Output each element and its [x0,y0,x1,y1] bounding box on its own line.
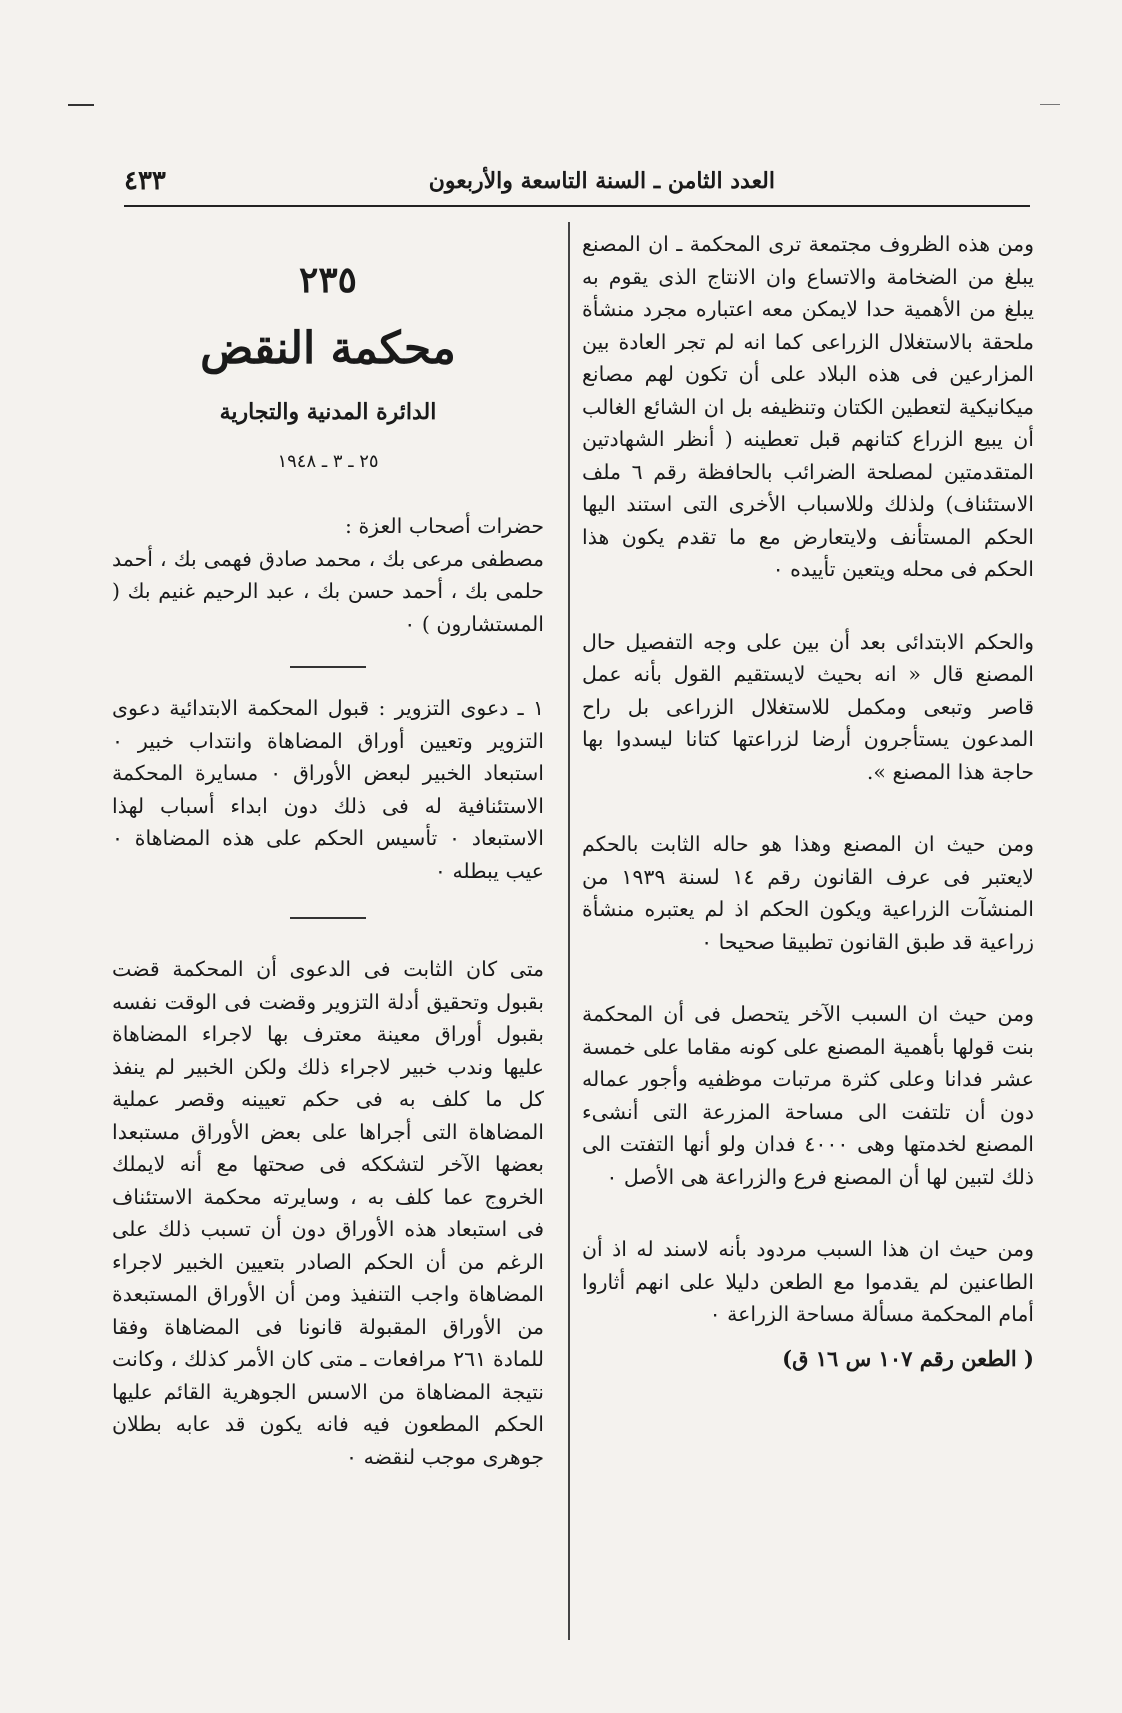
bench-intro: حضرات أصحاب العزة : [345,514,544,538]
running-header [124,162,1030,210]
section-rule [290,917,366,919]
paragraph: ومن هذه الظروف مجتمعة ترى المحكمة ـ ان المصنع يبلغ من الضخامة والاتساع وان الانتاج الذى يقوم به يبلغ من الأهمية حدا لايمكن معه اعتباره مجرد منشأة ملحقة بالاستغلال الزراعى كما انه لم تجر العادة بين المزارعين فى هذه البلاد على أن تكون لهم مصانع ميكانيكية لتعطين الكتان وتنظيفه بل ان الشائع الغالب أن يبيع الزراع كتانهم قبل تعطينه ( أنظر الشهادتين المتقدمتين لمصلحة الضرائب بالحافظة رقم ٦ ملف الاستئناف) ولذلك وللاسباب الأخرى التى استند اليها الحكم المستأنف ولايتعارض مع ما تقدم يكون هذا الحكم فى محله ويتعين تأييده ٠ [582,232,1034,581]
paragraph: ومن حيث ان السبب الآخر يتحصل فى أن المحكمة بنت قولها بأهمية المصنع على كونه مقاما على خمسة عشر فدانا وعلى كثرة مرتبات موظفيه وأجور عماله دون أن تلتفت الى مساحة المزرعة التى أنشىء المصنع لخدمتها وهى ٤٠٠٠ فدان ولو أنها التفتت الى ذلك لتبين لها أن المصنع فرع والزراعة هى الأصل ٠ [582,1002,1035,1189]
journal-title: العدد الثامن ـ السنة التاسعة والأربعون [428,168,775,194]
case-citation: ( الطعن رقم ١٠٧ س ١٦ ق) [782,1345,1034,1371]
case-date: ٢٥ ـ ٣ ـ ١٩٤٨ [277,451,379,472]
paragraph: ومن حيث ان هذا السبب مردود بأنه لاسند له اذ أن الطاعنين لم يقدموا مع الطعن دليلا على انهم أثاروا أمام المحكمة مسألة مساحة الزراعة ٠ [582,1237,1034,1326]
paragraph: والحكم الابتدائى بعد أن بين على وجه التفصيل حال المصنع قال « انه بحيث لايستقيم القول بأنه عمل قاصر وتبعى ومكمل للاستغلال الزراعى بل راح المدعون يستأجرون أرضا لزراعتها كتانا ليسدوا بها حاجة هذا المصنع ». [582,629,1034,784]
left-column [112,228,544,1473]
paragraph: ومن حيث ان المصنع وهذا هو حاله الثابت بالحكم لايعتبر فى عرف القانون رقم ١٤ لسنة ١٩٣٩ من المنشآت الزراعية ويكون الحكم اذ لم يعتبره منشأة زراعية قد طبق القانون تطبيقا صحيحا ٠ [582,832,1034,954]
header-rule [124,205,1030,207]
column-divider [568,222,570,1640]
page-number: ٤٣٣ [124,166,166,196]
headnote: ١ ـ دعوى التزوير : قبول المحكمة الابتدائية دعوى التزوير وتعيين أوراق المضاهاة وانتداب خبير ٠ استبعاد الخبير لبعض الأوراق ٠ مسايرة المحكمة الاستئنافية له فى ذلك دون ابداء أسباب لهذا الاستبعاد ٠ تأسيس الحكم على هذه المضاهاة ٠ عيب يبطله ٠ [112,696,544,883]
top-right-mark [1040,104,1060,105]
bench-section [112,510,544,640]
legal-principle: متى كان الثابت فى الدعوى أن المحكمة قضت بقبول وتحقيق أدلة التزوير وقضت فى الوقت نفسه بقبول أوراق معينة معترف بها لاجراء المضاهاة عليها وندب خبير لاجراء ذلك ولكن الخبير لم ينفذ كل ما كلف به فى حكم تعيينه وقصر عملية المضاهاة التى أجراها على بعض الأوراق مستبعدا بعضها الآخر لتشككه فى صحتها مع أنه لايملك الخروج عما كلف به ، وسايرته محكمة الاستئناف فى استبعاد هذه الأوراق دون أن تسبب ذلك على الرغم من أن الحكم الصادر بتعيين الخبير لاجراء المضاهاة واجب التنفيذ ومن أن الأوراق المستبعدة من الأوراق المقبولة قانونا فى المضاهاة وفقا للمادة ٢٦١ مرافعات ـ متى كان الأمر كذلك ، وكانت نتيجة المضاهاة من الاسس الجوهرية القائم عليها الحكم المطعون فيه فانه يكون قد عابه بطلان جوهرى موجب لنقضه ٠ [112,957,544,1469]
bench-members: مصطفى مرعى بك ، محمد صادق فهمى بك ، أحمد حلمى بك ، أحمد حسن بك ، عبد الرحيم غنيم بك ( المستشارون ) ٠ [112,546,544,636]
court-circuit: الدائرة المدنية والتجارية [219,399,437,425]
top-left-mark [68,104,94,106]
section-rule [290,666,366,668]
right-column [582,228,1034,1375]
court-name: محكمة النقض [200,323,456,374]
case-number: ٢٣٥ [298,259,357,301]
